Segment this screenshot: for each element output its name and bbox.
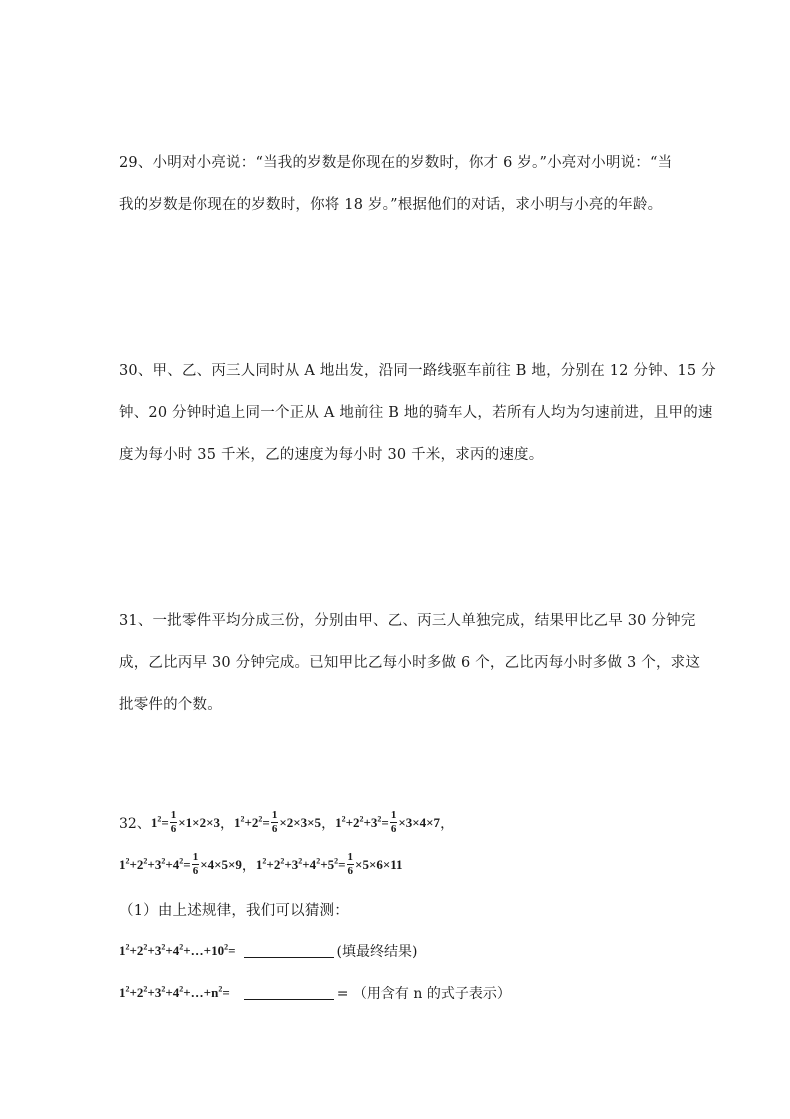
problem-32-prefix: 32、 [119, 815, 151, 832]
problem-29-line-2: 我的岁数是你现在的岁数时，你将 18 岁。”根据他们的对话，求小明与小亮的年龄。 [119, 197, 663, 213]
separator: ， [241, 857, 256, 874]
eq4-rhs: ×4×5×9 [200, 856, 242, 872]
eq1-lhs: $1^2=$ [150, 814, 169, 830]
separator: ， [440, 815, 455, 832]
q2-hint: = （用含有 n 的式子表示） [336, 986, 511, 1002]
eq4-lhs: $1^2+2^2+3^2+4^2=$ [119, 856, 191, 872]
problem-32-row-1 [119, 810, 454, 835]
separator: ， [219, 815, 234, 832]
eq2-rhs: ×2×3×5 [279, 814, 322, 830]
problem-30-line-1: 30、甲、乙、丙三人同时从 A 地出发，沿同一路线驱车前往 B 地，分别在 12 分钟、15 分 [119, 363, 716, 379]
eq2-lhs: $1^2+2^2=$ [233, 814, 270, 830]
eq1-fraction: $\frac{1}{6}$ [170, 809, 177, 835]
separator: ， [321, 815, 336, 832]
q2-expression: $1^2+2^2+3^2+4^2+\dots+n^2=$ [119, 984, 230, 1000]
eq3-lhs: $1^2+2^2+3^2=$ [335, 814, 389, 830]
problem-30-line-3: 度为每小时 35 千米，乙的速度为每小时 30 千米，求丙的速度。 [119, 447, 544, 463]
question-1-row [119, 941, 417, 961]
problem-29-line-1: 29、小明对小亮说：“当我的岁数是你现在的岁数时，你才 6 岁。”小亮对小明说：“当 [119, 155, 673, 171]
eq5-lhs: $1^2+2^2+3^2+4^2+5^2=$ [255, 856, 346, 872]
eq2-fraction: $\frac{1}{6}$ [271, 809, 278, 835]
q1-expression: $1^2+2^2+3^2+4^2+\dots+10^2=$ [119, 942, 236, 958]
eq3-fraction: $\frac{1}{6}$ [390, 809, 397, 835]
q1-hint: (填最终结果) [336, 944, 418, 960]
problem-31-line-3: 批零件的个数。 [119, 697, 222, 713]
problem-32-row-2 [119, 852, 403, 877]
eq5-rhs: ×5×6×11 [355, 856, 403, 872]
eq1-rhs: ×1×2×3 [178, 814, 220, 830]
problem-31-line-1: 31、一批零件平均分成三份，分别由甲、乙、丙三人单独完成，结果甲比乙早 30 分钟完 [119, 613, 696, 629]
q2-answer-blank[interactable] [244, 987, 334, 1000]
problem-30-line-2: 钟、20 分钟时追上同一个正从 A 地前往 B 地的骑车人，若所有人均为匀速前进，且甲的速 [119, 405, 713, 421]
q1-answer-blank[interactable] [244, 945, 334, 958]
question-2-row [119, 983, 511, 1003]
eq5-fraction: $\frac{1}{6}$ [347, 851, 354, 877]
eq4-fraction: $\frac{1}{6}$ [192, 851, 199, 877]
problem-31-line-2: 成，乙比丙早 30 分钟完成。已知甲比乙每小时多做 6 个，乙比丙每小时多做 3 个，求这 [119, 655, 701, 671]
eq3-rhs: ×3×4×7 [398, 814, 441, 830]
problem-32-sub-1: （1）由上述规律，我们可以猜测： [119, 903, 349, 919]
